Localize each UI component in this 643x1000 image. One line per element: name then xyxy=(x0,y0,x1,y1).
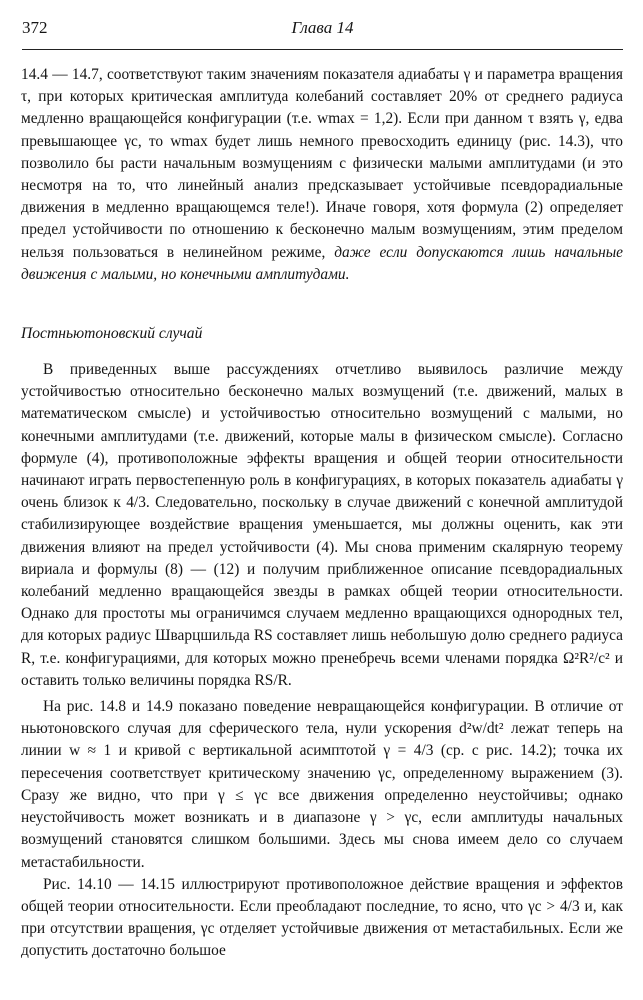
paragraph: На рис. 14.8 и 14.9 показано поведение невращающейся конфигурации. В отличие от ньютоновского случая для сферического тела, нули ускорения d²w/dt² лежат теперь на линии w ≈ 1 и кривой с вертикальной асимптотой γ = 4/3 (ср. с рис. 14.2); точка их пересечения соответствует критическому значению γc, определенному выражением (3). Сразу же видно, что при γ ≤ γc все движения определенно неустойчивы; однако неустойчивость может возникать и в диапазоне γ > γc, если амплитуды начальных возмущений становятся слишком большими. Здесь мы снова имеем дело со случаем метастабильности. xyxy=(21,698,623,871)
page-header xyxy=(22,18,623,40)
page-body xyxy=(21,64,623,963)
paragraph: Рис. 14.10 — 14.15 иллюстрируют противоположное действие вращения и эффектов общей теории относительности. Если преобладают последние, то ясно, что γc > 4/3 и, как при отсутствии вращения, γc отделяет устойчивые движения от метастабильных. Если же допустить достаточно большое xyxy=(21,875,623,960)
paragraph-emphasis: даже если допускаются лишь начальные движения с малыми, но конечными амплитудами. xyxy=(21,243,623,283)
chapter-title: Глава 14 xyxy=(291,18,354,37)
page-number: 372 xyxy=(22,18,48,37)
paragraph-text: 14.4 — 14.7, соответствуют таким значениям показателя адиабаты γ и параметра вращения τ, при которых критическая амплитуда колебаний составляет 20% от среднего радиуса медленно вращающейся конфигурации (т.е. wmax = 1,2). Если при данном τ взять γ, едва превышающее γc, то wmax будет лишь немного превосходить единицу (рис. 14.3), что позволило бы расти начальным возмущениям с физически малыми амплитудами (и это несмотря на то, что линейный анализ предсказывает устойчивые псевдорадиальные движения в медленно вращающемся теле!). Иначе говоря, хотя формула (2) определяет предел устойчивости по отношению к бесконечно малым возмущениям, этим пределом нельзя пользоваться в нелинейном режиме, xyxy=(21,66,623,261)
paragraph-continued xyxy=(21,64,623,286)
paragraph: В приведенных выше рассуждениях отчетливо выявилось различие между устойчивостью относительно бесконечно малых возмущений (т.е. движений, малых в математическом смысле) и устойчивостью относительно возмущений с малыми, но конечными амплитудами (т.е. движений, которые малы в физическом смысле). Согласно формуле (4), противоположные эффекты вращения и общей теории относительности начинают играть первостепенную роль в конфигурациях, в которых показатель адиабаты γ очень близок к 4/3. Следовательно, поскольку в случае движений с конечной амплитудой стабилизирующее воздействие вращения уменьшается, мы должны оценить, как эти движения влияют на предел устойчивости (4). Мы снова применим скалярную теорему вириала и формулы (8) — (12) и получим приближенное описание псевдорадиальных колебаний медленно вращающейся звезды в рамках общей теории относительности. Однако для простоты мы ограничимся случаем медленно вращающихся однородных тел, для которых радиус Шварцшильда RS составляет лишь небольшую долю среднего радиуса R, т.е. конфигурациями, для которых можно пренебречь всеми членами порядка Ω²R²/c² и оставить только величины порядка RS/R. xyxy=(21,361,623,689)
header-divider xyxy=(22,49,623,50)
section-heading: Постньютоновский случай xyxy=(21,325,203,343)
